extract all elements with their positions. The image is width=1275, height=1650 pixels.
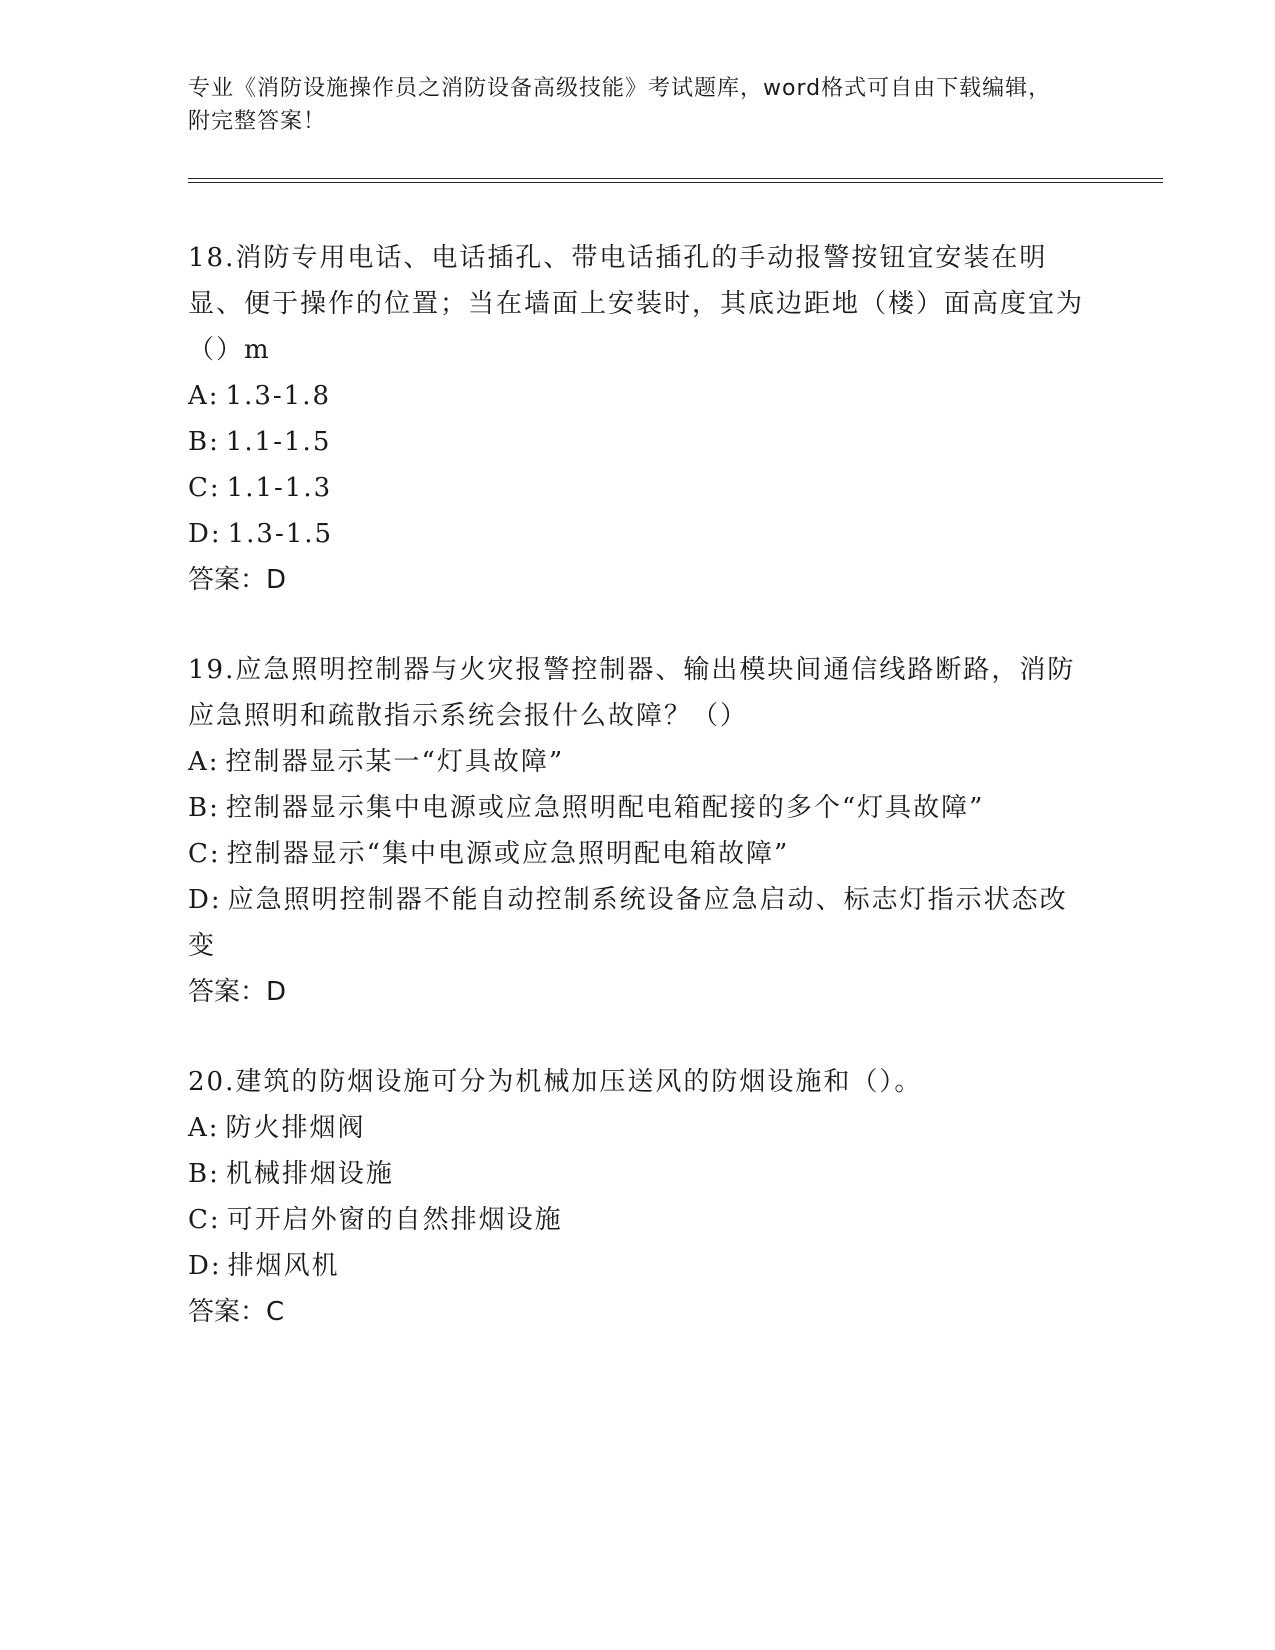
option-text: 防火排烟阀 bbox=[225, 1113, 366, 1143]
question-20 bbox=[188, 1059, 1088, 1335]
question-list bbox=[188, 235, 1088, 1379]
answer-line: 答案：D bbox=[188, 565, 287, 595]
option-text: 1.1-1.5 bbox=[225, 427, 332, 457]
option-letter: A: bbox=[188, 747, 220, 777]
option-letter: D: bbox=[188, 1251, 222, 1281]
option-a bbox=[188, 739, 1088, 785]
option-c bbox=[188, 1197, 1088, 1243]
answer-line: 答案：C bbox=[188, 1297, 285, 1327]
question-stem: 19.应急照明控制器与火灾报警控制器、输出模块间通信线路断路，消防应急照明和疏散指示系统会报什么故障？（） bbox=[188, 655, 1076, 731]
option-letter: B: bbox=[188, 793, 220, 823]
option-b bbox=[188, 785, 1088, 831]
option-letter: B: bbox=[188, 427, 220, 457]
option-c bbox=[188, 465, 1088, 511]
option-text: 1.1-1.3 bbox=[226, 473, 333, 503]
option-letter: C: bbox=[188, 473, 221, 503]
option-text: 1.3-1.8 bbox=[225, 381, 332, 411]
question-18 bbox=[188, 235, 1088, 603]
option-text: 可开启外窗的自然排烟设施 bbox=[226, 1205, 563, 1235]
question-stem: 18.消防专用电话、电话插孔、带电话插孔的手动报警按钮宜安装在明显、便于操作的位置；当在墙面上安装时，其底边距地（楼）面高度宜为（）m bbox=[188, 243, 1085, 365]
option-letter: A: bbox=[188, 1113, 220, 1143]
page-header: 专业《消防设施操作员之消防设备高级技能》考试题库，word格式可自由下载编辑，附完整答案！ bbox=[188, 76, 1052, 134]
option-letter: D: bbox=[188, 519, 222, 549]
option-text: 机械排烟设施 bbox=[225, 1159, 394, 1189]
option-text: 1.3-1.5 bbox=[227, 519, 334, 549]
option-text: 应急照明控制器不能自动控制系统设备应急启动、标志灯指示状态改变 bbox=[188, 885, 1068, 961]
option-text: 控制器显示“集中电源或应急照明配电箱故障” bbox=[226, 839, 790, 869]
option-letter: D: bbox=[188, 885, 222, 915]
option-text: 控制器显示集中电源或应急照明配电箱配接的多个“灯具故障” bbox=[225, 793, 985, 823]
option-c bbox=[188, 831, 1088, 877]
option-b bbox=[188, 1151, 1088, 1197]
option-letter: C: bbox=[188, 839, 221, 869]
option-d bbox=[188, 877, 1088, 969]
option-letter: B: bbox=[188, 1159, 220, 1189]
option-a bbox=[188, 1105, 1088, 1151]
question-19 bbox=[188, 647, 1088, 1015]
option-letter: C: bbox=[188, 1205, 221, 1235]
option-a bbox=[188, 373, 1088, 419]
answer-line: 答案：D bbox=[188, 977, 287, 1007]
option-d bbox=[188, 511, 1088, 557]
option-text: 控制器显示某一“灯具故障” bbox=[225, 747, 565, 777]
option-letter: A: bbox=[188, 381, 220, 411]
header-divider bbox=[188, 178, 1163, 183]
option-d bbox=[188, 1243, 1088, 1289]
question-stem: 20.建筑的防烟设施可分为机械加压送风的防烟设施和（）。 bbox=[188, 1067, 923, 1097]
option-b bbox=[188, 419, 1088, 465]
option-text: 排烟风机 bbox=[227, 1251, 340, 1281]
